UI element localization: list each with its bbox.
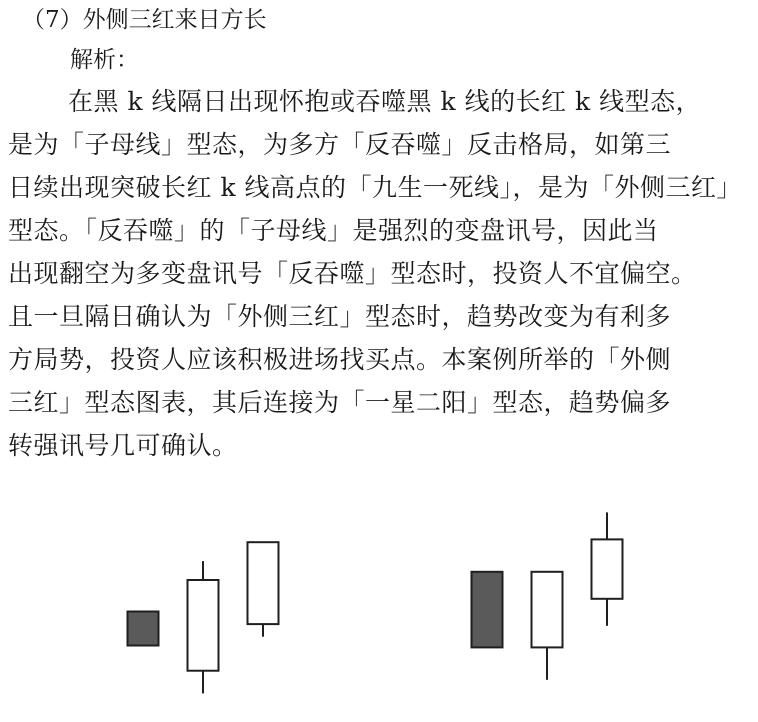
white-candle — [592, 512, 623, 625]
candle-body — [472, 572, 503, 648]
paragraph-line: 日续出现突破长红 k 线高点的「九生一死线」，是为「外侧三红」 — [8, 173, 743, 202]
white-candle — [188, 561, 219, 693]
candle-body — [592, 539, 623, 598]
candle-body — [532, 572, 563, 648]
candlestick-figure — [0, 470, 758, 722]
black-candle — [128, 612, 159, 646]
section-heading: （7）外侧三红来日方长 — [22, 7, 267, 33]
paragraph-line: 是为「子母线」型态，为多方「反吞噬」反击格局，如第三 — [8, 130, 672, 159]
white-candle — [248, 542, 279, 637]
paragraph-line: 型态。「反吞噬」的「子母线」是强烈的变盘讯号，因此当 — [8, 216, 659, 245]
paragraph-line: 出现翻空为多变盘讯号「反吞噬」型态时，投资人不宜偏空。 — [8, 259, 697, 288]
candle-body — [188, 580, 219, 671]
paragraph-line: 在黑 k 线隔日出现怀抱或吞噬黑 k 线的长红 k 线型态， — [68, 87, 702, 116]
candlestick-diagram — [0, 470, 758, 722]
white-candle — [532, 572, 563, 680]
black-candle — [472, 572, 503, 648]
analysis-label: 解析： — [70, 47, 139, 73]
paragraph-line: 转强讯号几可确认。 — [8, 431, 238, 460]
paragraph-line: 且一旦隔日确认为「外侧三红」型态时，趋势改变为有利多 — [8, 302, 672, 331]
candle-group — [472, 512, 623, 679]
paragraph-line: 方局势，投资人应该积极进场找买点。本案例所举的「外侧 — [8, 345, 672, 374]
paragraph-line: 三红」型态图表，其后连接为「一星二阳」型态，趋势偏多 — [8, 388, 672, 417]
candle-group — [128, 542, 279, 693]
candle-body — [128, 612, 159, 646]
analysis-paragraph — [8, 80, 750, 467]
candle-body — [248, 542, 279, 624]
